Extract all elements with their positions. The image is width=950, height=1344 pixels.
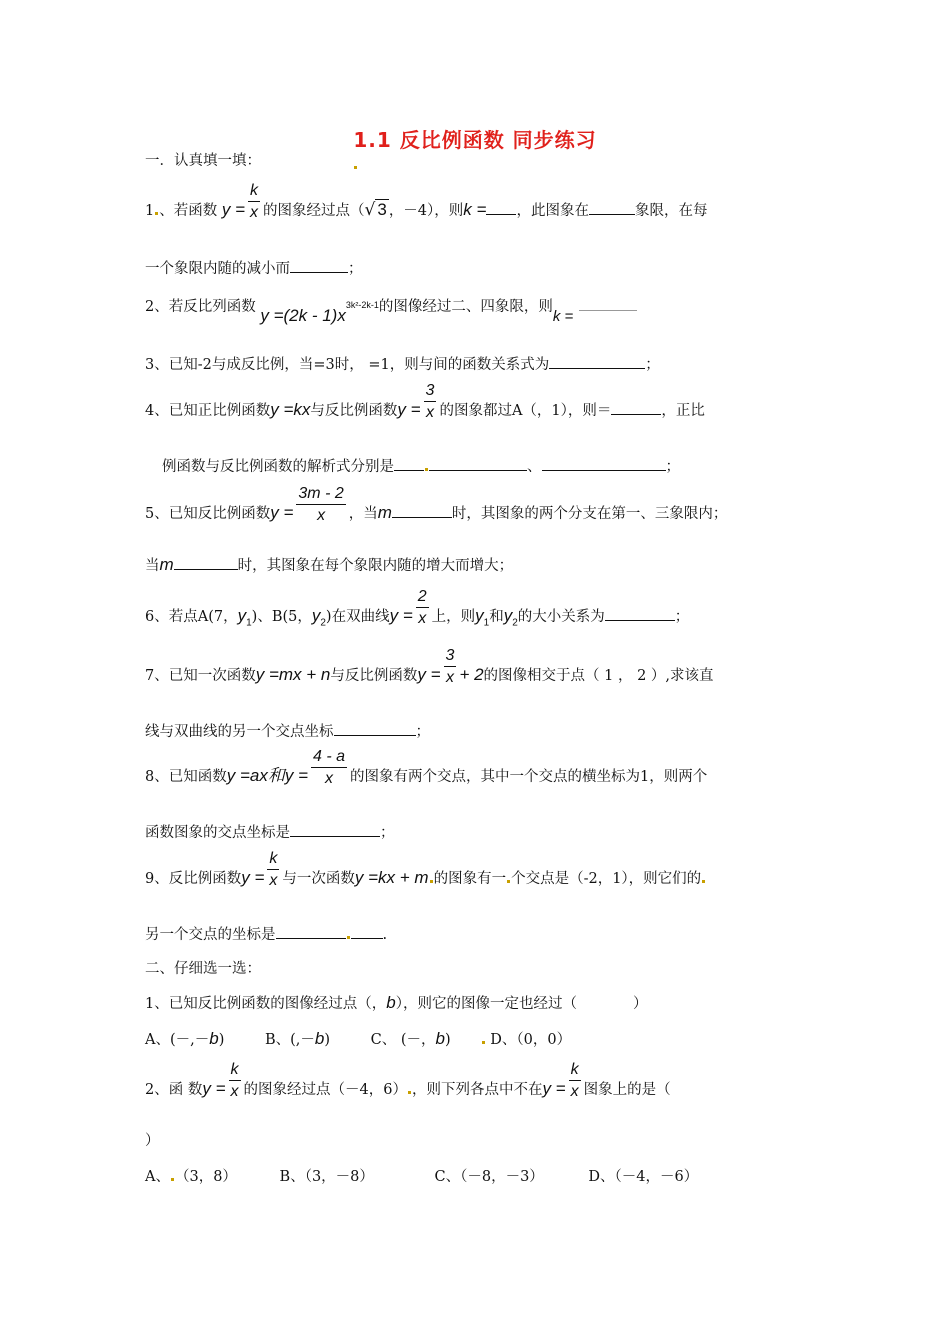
answer-blank[interactable] bbox=[579, 296, 637, 311]
fraction-3-over-x: $\frac{3}{x}$ bbox=[425, 382, 435, 421]
decor-dot bbox=[155, 212, 158, 215]
question-8: 8、已知函数y =ax和y = $\frac{4 - a}{x}$ 的图象有两个交点，其中一个交点的横坐标为1，则两个 bbox=[145, 748, 708, 787]
decor-dot bbox=[425, 468, 428, 471]
answer-blank[interactable] bbox=[589, 200, 635, 215]
section-2-heading: 二、仔细选一选： bbox=[145, 961, 261, 977]
page-title: 1.1 反比例函数 同步练习 bbox=[353, 128, 597, 152]
choice-question-1: 1、已知反比例函数的图像经过点（，b），则它的图像一定也经过（ ） bbox=[145, 993, 648, 1012]
decor-dot bbox=[702, 880, 705, 883]
option-a[interactable]: A、(－,－b) bbox=[145, 1029, 225, 1048]
answer-blank[interactable] bbox=[290, 258, 348, 273]
question-5-continued: 当m 时，其图象在每个象限内随的增大而增大； bbox=[145, 555, 514, 574]
question-7-continued: 线与双曲线的另一个交点坐标 ； bbox=[145, 721, 430, 740]
answer-blank[interactable] bbox=[290, 822, 380, 837]
decor-dot bbox=[482, 1041, 485, 1044]
answer-blank[interactable] bbox=[394, 456, 424, 471]
answer-blank[interactable] bbox=[392, 503, 452, 518]
question-5: 5、已知反比例函数y = $\frac{3m - 2}{x}$ ，当m 时，其图象的两个分支在第一、三象限内； bbox=[145, 485, 728, 524]
question-8-continued: 函数图象的交点坐标是 ； bbox=[145, 822, 395, 841]
decor-dot bbox=[430, 880, 433, 883]
option-b[interactable]: B、(,－b) bbox=[265, 1029, 331, 1048]
answer-blank[interactable] bbox=[276, 924, 346, 939]
option-b[interactable]: B、（3，－8） bbox=[279, 1169, 374, 1185]
question-7: 7、已知一次函数y =mx + n与反比例函数y = $\frac{3}{x}$ + 2的图像相交于点（ 1 ， 2 ）,求该直 bbox=[145, 647, 714, 686]
option-d[interactable]: D、（－4，－6） bbox=[588, 1169, 699, 1185]
question-4-continued: 例函数与反比例函数的解析式分别是 、 ； bbox=[162, 456, 680, 475]
question-1: 1 、若函数 y = $\frac{k}{x}$ 的图象经过点（√ 3 ，－4），则k = ，此图象在 象限，在每 bbox=[145, 182, 708, 221]
question-2: 2、若反比列函数 $y =(2k - 1)x^{3k^2-2k-1}$的图像经过二、四象限，则k = bbox=[145, 296, 637, 315]
decor-dot bbox=[408, 1091, 411, 1094]
fraction-3m-2-over-x: $\frac{3m - 2}{x}$ bbox=[298, 485, 344, 524]
answer-blank[interactable] bbox=[429, 456, 527, 471]
question-1-continued: 一个象限内随的减小而 ； bbox=[145, 258, 363, 277]
question-6: 6、若点A(7，$y_1$)、B(5，$y_2$)在双曲线y = $\frac{2}{x}$ 上，则$y_1$和$y_2$的大小关系为 ； bbox=[145, 588, 690, 629]
question-9: 9、反比例函数y = $\frac{k}{x}$ 与一次函数y =kx + m 的图象有一 个交点是（-2，1），则它们的 bbox=[145, 869, 706, 889]
option-c[interactable]: C、 (－，b) bbox=[370, 1029, 451, 1048]
question-3: 3、已知-2与成反比例，当=3时， =1，则与间的函数关系式为 ； bbox=[145, 354, 660, 373]
choice-question-1-options bbox=[145, 1030, 571, 1048]
choice-question-2: 2、函 数y = $\frac{k}{x}$ 的图象经过点（－4，6） ，则下列各点中不在y = $\frac{k}{x}$ 图象上的是（ bbox=[145, 1061, 671, 1100]
question-4: 4、已知正比例函数y =kx与反比例函数y = $\frac{3}{x}$ 的图象都过A（，1），则＝ ，正比 bbox=[145, 382, 705, 421]
option-d[interactable]: D、（0，0） bbox=[490, 1032, 572, 1048]
option-c[interactable]: C、（－8，－3） bbox=[434, 1169, 544, 1185]
fraction-k-over-x: $\frac{k}{x}$ bbox=[230, 1061, 239, 1100]
fraction-4-a-over-x: $\frac{4 - a}{x}$ bbox=[313, 748, 346, 787]
fraction-k-over-x: $\frac{k}{x}$ bbox=[250, 182, 258, 221]
question-9-continued: 另一个交点的坐标是 . bbox=[145, 924, 387, 943]
fraction-k-over-x: $\frac{k}{x}$ bbox=[269, 850, 278, 889]
answer-blank[interactable] bbox=[542, 456, 666, 471]
section-1-heading: 一．认真填一填： bbox=[145, 153, 261, 169]
answer-blank[interactable] bbox=[486, 200, 516, 215]
decor-dot bbox=[507, 880, 510, 883]
answer-blank[interactable] bbox=[549, 354, 645, 369]
answer-blank[interactable] bbox=[611, 400, 661, 415]
sqrt-3: √ 3 bbox=[364, 200, 387, 220]
choice-question-2-continued: ） bbox=[145, 1133, 160, 1149]
decor-dot bbox=[347, 936, 350, 939]
option-a[interactable]: A、 （3，8） bbox=[145, 1169, 237, 1185]
decor-dot bbox=[354, 166, 357, 169]
fraction-2-over-x: $\frac{2}{x}$ bbox=[417, 588, 427, 627]
answer-blank[interactable] bbox=[334, 721, 416, 736]
fraction-k-over-x: $\frac{k}{x}$ bbox=[570, 1061, 579, 1100]
choice-question-2-options bbox=[145, 1170, 698, 1185]
answer-blank[interactable] bbox=[605, 606, 675, 621]
answer-blank[interactable] bbox=[351, 924, 383, 939]
fraction-3-over-x: $\frac{3}{x}$ bbox=[445, 647, 455, 686]
answer-blank[interactable] bbox=[174, 555, 238, 570]
